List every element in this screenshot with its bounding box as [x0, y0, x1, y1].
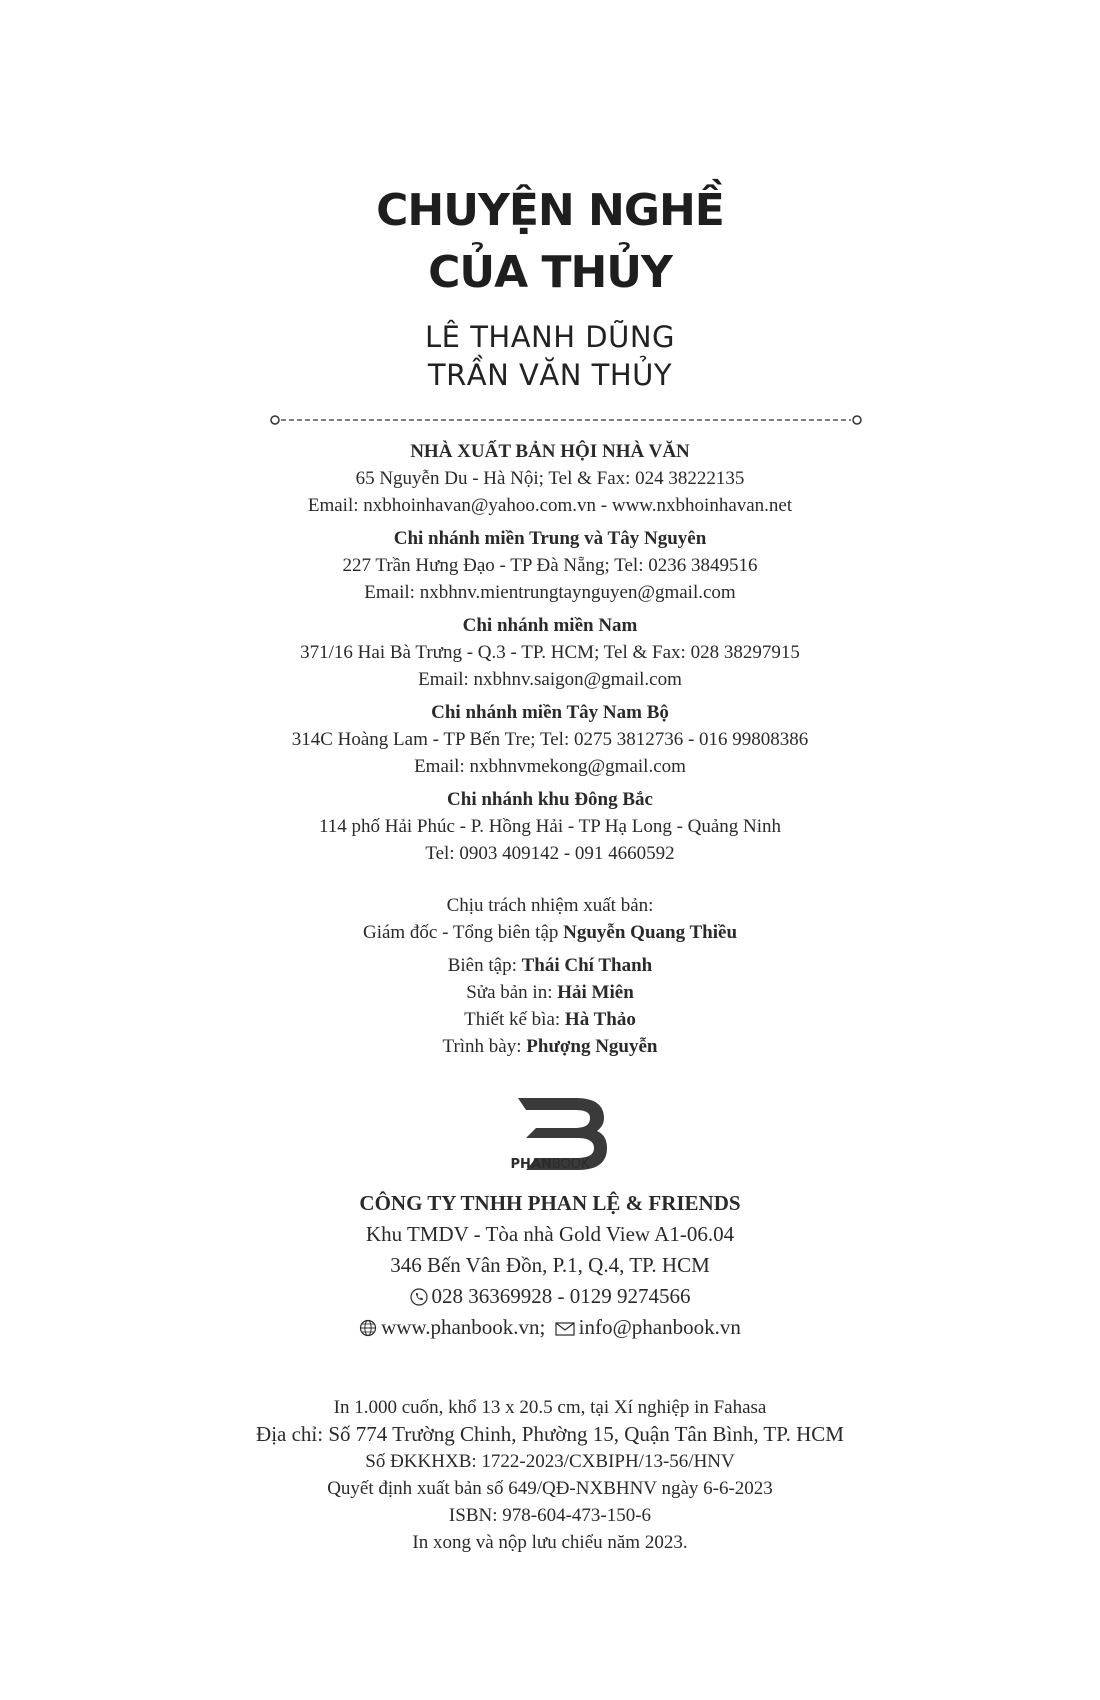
branch-contact: Email: nxbhnvmekong@gmail.com [414, 756, 686, 777]
branch-contact: Email: nxbhnv.saigon@gmail.com [418, 669, 682, 690]
branch-address: 227 Trần Hưng Đạo - TP Đà Nẵng; Tel: 0236 3849516 [342, 555, 758, 576]
editor-label: Biên tập: [447, 955, 522, 976]
responsible-label: Chịu trách nhiệm xuất bản: [446, 895, 654, 916]
proof-name: Hải Miên [557, 982, 634, 1003]
branch-address: 371/16 Hai Bà Trưng - Q.3 - TP. HCM; Tel & Fax: 028 38297915 [300, 642, 800, 663]
director-name: Nguyễn Quang Thiều [563, 922, 738, 943]
editor-name: Thái Chí Thanh [521, 955, 653, 976]
company-phone-line [0, 1281, 1100, 1312]
cover-line [0, 1006, 1100, 1033]
publisher-info [0, 438, 1100, 867]
logo-wordmark [0, 1157, 1100, 1172]
branch-name: Chi nhánh miền Nam [462, 615, 638, 636]
company-address-1: Khu TMDV - Tòa nhà Gold View A1-06.04 [365, 1222, 735, 1246]
phone-icon [410, 1288, 428, 1306]
logo-word-bold: PHAN [510, 1157, 552, 1172]
book-title-line2: CỦA THỦY [428, 247, 672, 298]
director-label: Giám đốc - Tổng biên tập [362, 922, 564, 943]
branch-name: Chi nhánh miền Trung và Tây Nguyên [393, 528, 707, 549]
printing-info [0, 1394, 1100, 1556]
print-run: In 1.000 cuốn, khổ 13 x 20.5 cm, tại Xí nghiệp in Fahasa [333, 1397, 767, 1418]
company-web-line [0, 1312, 1100, 1343]
authors [0, 318, 1100, 394]
isbn: ISBN: 978-604-473-150-6 [448, 1505, 652, 1526]
publishing-decision: Quyết định xuất bản số 649/QĐ-NXBHNV ngày 6-6-2023 [327, 1478, 773, 1499]
logo-word-thin: BOOK [551, 1157, 590, 1172]
layout-name: Phượng Nguyễn [526, 1036, 658, 1057]
cover-name: Hà Thảo [564, 1009, 636, 1030]
phanbook-logo [518, 1098, 608, 1186]
printer-address: Địa chỉ: Số 774 Trường Chinh, Phường 15, Quận Tân Bình, TP. HCM [256, 1422, 844, 1446]
book-title-line1: CHUYỆN NGHỀ [376, 185, 724, 236]
director-line [0, 919, 1100, 946]
company-address-2: 346 Bến Vân Đồn, P.1, Q.4, TP. HCM [390, 1253, 710, 1277]
mail-icon [555, 1321, 575, 1337]
proof-line [0, 979, 1100, 1006]
book-title [0, 180, 1100, 304]
branch-address: 314C Hoàng Lam - TP Bến Tre; Tel: 0275 3812736 - 016 99808386 [291, 729, 809, 750]
publisher-contact: Email: nxbhoinhavan@yahoo.com.vn - www.nxbhoinhavan.net [307, 495, 793, 516]
author-name: TRẦN VĂN THỦY [427, 358, 673, 392]
branch-address: 114 phố Hải Phúc - P. Hồng Hải - TP Hạ Long - Quảng Ninh [318, 816, 782, 837]
proof-label: Sửa bản in: [466, 982, 558, 1003]
company-info [0, 1188, 1100, 1343]
registration-number: Số ĐKKHXB: 1722-2023/CXBIPH/13-56/HNV [365, 1451, 735, 1472]
company-name: CÔNG TY TNHH PHAN LỆ & FRIENDS [359, 1191, 741, 1215]
branch-contact: Email: nxbhnv.mientrungtaynguyen@gmail.com [364, 582, 736, 603]
author-name: LÊ THANH DŨNG [425, 320, 675, 354]
branch-contact: Tel: 0903 409142 - 091 4660592 [425, 843, 675, 864]
cover-label: Thiết kế bìa: [464, 1009, 565, 1030]
branch-name: Chi nhánh khu Đông Bắc [447, 789, 653, 810]
deposit-note: In xong và nộp lưu chiểu năm 2023. [412, 1532, 688, 1553]
branch-name: Chi nhánh miền Tây Nam Bộ [431, 702, 669, 723]
layout-label: Trình bày: [442, 1036, 527, 1057]
globe-icon [359, 1319, 377, 1337]
layout-line [0, 1033, 1100, 1060]
credits [0, 892, 1100, 1060]
editor-line [0, 952, 1100, 979]
company-email: info@phanbook.vn [578, 1315, 741, 1339]
company-website: www.phanbook.vn; [381, 1315, 546, 1339]
publisher-name: NHÀ XUẤT BẢN HỘI NHÀ VĂN [410, 441, 690, 462]
publisher-address: 65 Nguyễn Du - Hà Nội; Tel & Fax: 024 38222135 [355, 468, 745, 489]
company-phone: 028 36369928 - 0129 9274566 [431, 1284, 691, 1308]
dotted-divider [269, 414, 863, 426]
